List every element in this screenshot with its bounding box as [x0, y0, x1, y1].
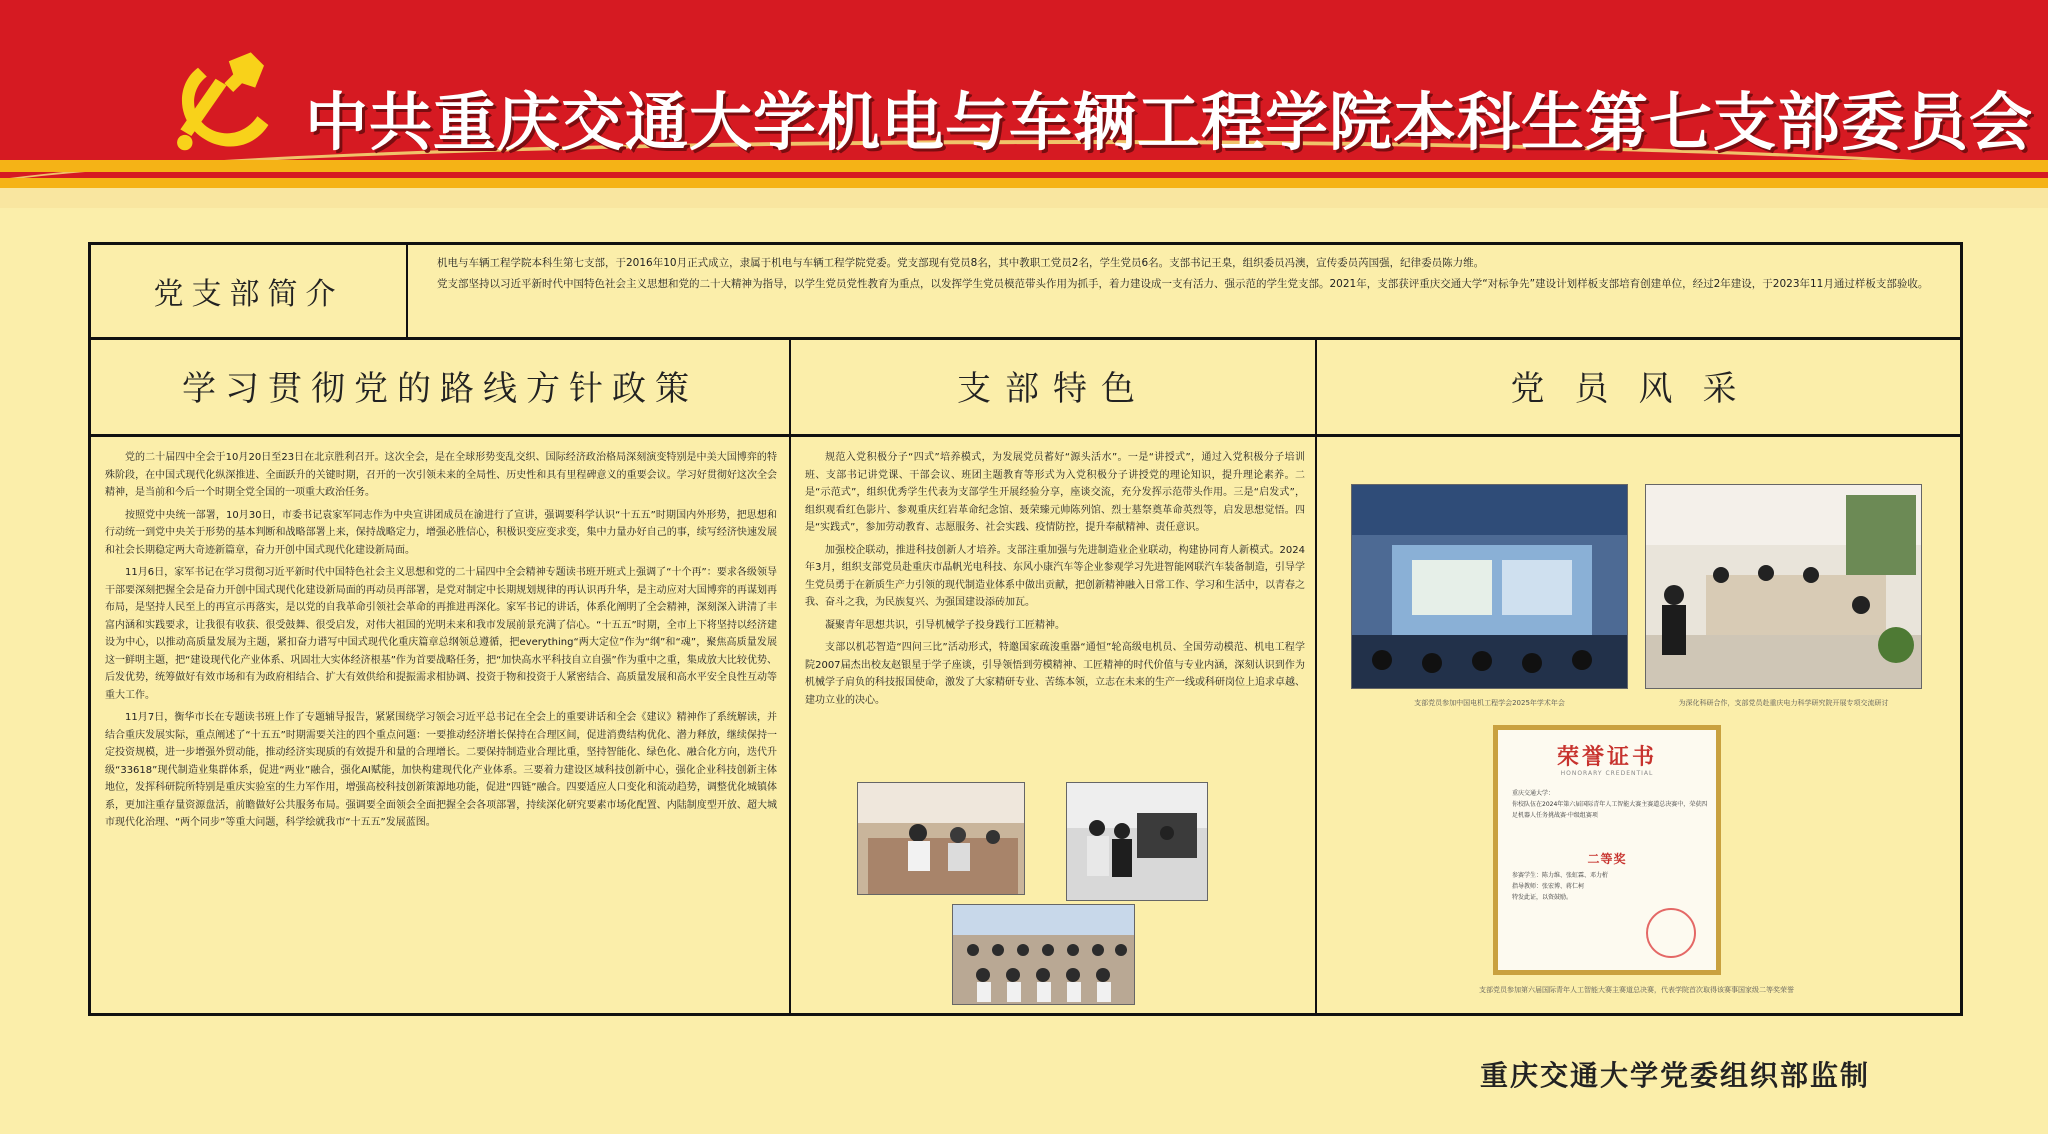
certificate-line: 指导教师：张宏博、蒋仁柯: [1512, 883, 1585, 890]
certificate-line: 特发此证，以资鼓励。: [1512, 894, 1573, 901]
photo-company-visit: [1066, 782, 1208, 901]
policy-heading: 学习贯彻党的路线方针政策: [91, 337, 789, 437]
policy-paragraph: 11月7日，衡华市长在专题读书班上作了专题辅导报告，紧紧围绕学习领会习近平总书记在全会上的重要讲话和全会《建议》精神作了系统解读，并结合重庆发展实际，重点阐述了“十五五”时期需要关注的四个重点问题：一要推动经济增长保持在合理区间，促进消费结构优化、潜力释放，继续保持一定投资规模，进一步增强外贸动能，推动经济实现质的有效提升和量的合理增长。二要保持制造业合理比重，坚持智能化、绿色化、融合化方向，迭代升级“33618”现代制造业集群体系，促进“两业”融合，强化AI赋能，加快构建现代化产业体系。三要着力建设区域科技创新中心，强化企业科技创新主体地位，发挥科研院所特别是重庆实验室的生力军作用，增强高校科技创新策源地功能，促进“四链”融合。四要适应人口变化和流动趋势，调整优化城镇体系，更加注重存量资源盘活，前瞻做好公共服务布局。强调要全面领会全面把握全会各项部署，持续深化研究要素市场化配置、内陆制度型开放、超大城市现代化治理、“两个同步”等重大问题，科学绘就我市“十五五”发展蓝图。: [105, 712, 777, 828]
intro-paragraph: 机电与车辆工程学院本科生第七支部，于2016年10月正式成立，隶属于机电与车辆工程学院党委。党支部现有党员8名，其中教职工党员2名，学生党员6名。支部书记王臬，组织委员冯澳，宣传委员芮国强，纪律委员陈力维。: [437, 257, 1485, 269]
certificate-line: 重庆交通大学：: [1512, 790, 1555, 797]
policy-column: [91, 337, 791, 1013]
photo-lecture-audience: [952, 904, 1135, 1005]
policy-paragraph: 11月6日，家军书记在学习贯彻习近平新时代中国特色社会主义思想和党的二十届四中全会精神专题读书班开班式上强调了“十个再”：要求各级领导干部要深刻把握全会是奋力开创中国式现代化建设新局面的再动员再部署，是党对制定中长期规划规律的再认识再升华，是主动应对大国博弈的再谋划再布局，是坚持人民至上的再宣示再落实，是以党的自我革命引领社会革命的再推进再深化。家军书记的讲话，体系化阐明了全会精神，深刻深入讲清了丰富内涵和实践要求，让我很有收获、很受鼓舞、很受启发，对伟大祖国的光明未来和我市发展前景充满了信心。“十五五”时期，全市上下将坚持以经济建设为中心，以推动高质量发展为主题，紧扣奋力谱写中国式现代化重庆篇章总纲领总遵循，把everything“两大定位”作为“纲”和“魂”，聚焦高质量发展这一鲜明主题，把“建设现代化产业体系、巩固壮大实体经济根基”作为首要战略任务，把“加快高水平科技自立自强”作为重中之重，集成放大比较优势、后发优势，统筹做好有效市场和有为政府相结合、扩大有效供给和提振需求相协调、投资于物和投资于人紧密结合、高质量发展和高水平安全良性互动等重大工作。: [105, 567, 777, 701]
certificate-text: [1512, 788, 1708, 821]
intro-text: [416, 253, 1946, 295]
features-paragraph: 凝聚青年思想共识，引导机械学子投身践行工匠精神。: [825, 619, 1065, 631]
features-paragraph: 加强校企联动，推进科技创新人才培养。支部注重加强与先进制造业企业联动，构建协同育人新模式。2024年3月，组织支部党员赴重庆市晶帆光电科技、东风小康汽车等企业参观学习先进智能网联汽车装备制造，引导学生党员勇于在新质生产力引领的现代制造业体系中做出贡献，把创新精神融入日常工作、学习和生活中，以青春之我、奋斗之我，为民族复兴、为强国建设添砖加瓦。: [805, 544, 1305, 608]
features-text: [805, 449, 1305, 714]
features-paragraph: 支部以机芯智造“四问三比”活动形式，特邀国家疏浚重器“通恒”轮高级电机员、全国劳动模范、机电工程学院2007届杰出校友赵银星于学子座谈，引导领悟到劳模精神、工匠精神的时代价值与专业内涵，深刻认识到作为机械学子肩负的科技报国使命，激发了大家精研专业、苦练本领，立志在未来的生产一线或科研岗位上追求卓越、建功立业的决心。: [805, 642, 1305, 706]
certificate-title: 荣誉证书: [1556, 744, 1657, 770]
certificate-line: 参赛学生：陈力维、张虹霖、邓力桁: [1512, 872, 1609, 879]
policy-text: [105, 449, 777, 837]
policy-paragraph: 党的二十届四中全会于10月20日至23日在北京胜利召开。这次全会，是在全球形势变乱交织、国际经济政治格局深刻演变特别是中美大国博弈的特殊阶段，在中国式现代化纵深推进、全面跃升的关键时期，召开的一次引领未来的全局性、历史性和具有里程碑意义的重要会议。学习好贯彻好这次全会精神，是当前和今后一个时期全党全国的一项重大政治任务。: [105, 452, 777, 498]
features-heading: 支部特色: [791, 337, 1315, 437]
honor-certificate: [1493, 725, 1721, 975]
features-paragraph: 规范入党积极分子“四式”培养模式，为发展党员蓄好“源头活水”。一是“讲授式”，通过入党积极分子培训班、支部书记讲党课、干部会议、班团主题教育等形式为入党积极分子讲授党的理论知识，提升理论素养。二是“示范式”，组织优秀学生代表为支部学生开展经验分享，座谈交流，充分发挥示范带头作用。三是“启发式”，组织观看红色影片、参观重庆红岩革命纪念馆、聂荣臻元帅陈列馆、烈士墓祭奠革命英烈等，启发思想觉悟。四是“实践式”，参加劳动教育、志愿服务、社会实践、疫情防控，提升奉献精神、责任意识。: [805, 452, 1305, 533]
policy-paragraph: 按照党中央统一部署，10月30日，市委书记袁家军同志作为中央宣讲团成员在渝进行了宣讲，强调要科学认识“十五五”时期国内外形势，把思想和行动统一到党中央关于形势的基本判断和战略部署上来，保持战略定力，增强必胜信心，积极识变应变求变，集中力量办好自己的事，续写经济快速发展和社会长期稳定两大奇迹新篇章，奋力开创中国式现代化建设新局面。: [105, 509, 777, 556]
photo-caption: 支部党员参加中国电机工程学会2025年学术年会: [1414, 699, 1565, 707]
seal-icon: [1646, 908, 1696, 958]
photo-caption: 为深化科研合作，支部党员赴重庆电力科学研究院开展专项交流研讨: [1678, 699, 1889, 707]
certificate-line: 你校队伍在2024年第六届国际青年人工智能大赛主赛道总决赛中，荣获四足机器人任务挑战赛·中级组赛项: [1512, 801, 1708, 819]
intro-heading: 党支部简介: [91, 245, 408, 337]
header-banner: [0, 0, 2048, 208]
certificate-prize: 二等奖: [1587, 852, 1627, 866]
footer-credit: 重庆交通大学党委组织部监制: [1480, 1059, 1871, 1092]
photo-caption: 支部党员参加第六届国际青年人工智能大赛主赛道总决赛，代表学院首次取得该赛事国家级二等奖荣誉: [1479, 986, 1794, 994]
intro-section: [91, 245, 1960, 340]
certificate-subtitle: HONORARY CREDENTIAL: [1560, 770, 1654, 777]
gold-stripe: [0, 178, 2048, 188]
page-title: 中共重庆交通大学机电与车辆工程学院本科生第七支部委员会: [305, 86, 2033, 159]
photo-seminar: [857, 782, 1025, 895]
photo-research-meeting: [1645, 484, 1922, 689]
photo-conference: [1351, 484, 1628, 689]
members-heading: 党员风采: [1317, 337, 1960, 437]
intro-paragraph: 党支部坚持以习近平新时代中国特色社会主义思想和党的二十大精神为指导，以学生党员党性教育为重点，以发挥学生党员模范带头作用为抓手，着力建设成一支有活力、强示范的学生党支部。2021年，支部获评重庆交通大学“对标争先”建设计划样板支部培育创建单位，经过2年建设，于2023年11月通过样板支部验收。: [437, 278, 1929, 290]
party-emblem-icon: [165, 48, 275, 158]
certificate-details: [1512, 870, 1708, 903]
cream-stripe: [0, 188, 2048, 208]
